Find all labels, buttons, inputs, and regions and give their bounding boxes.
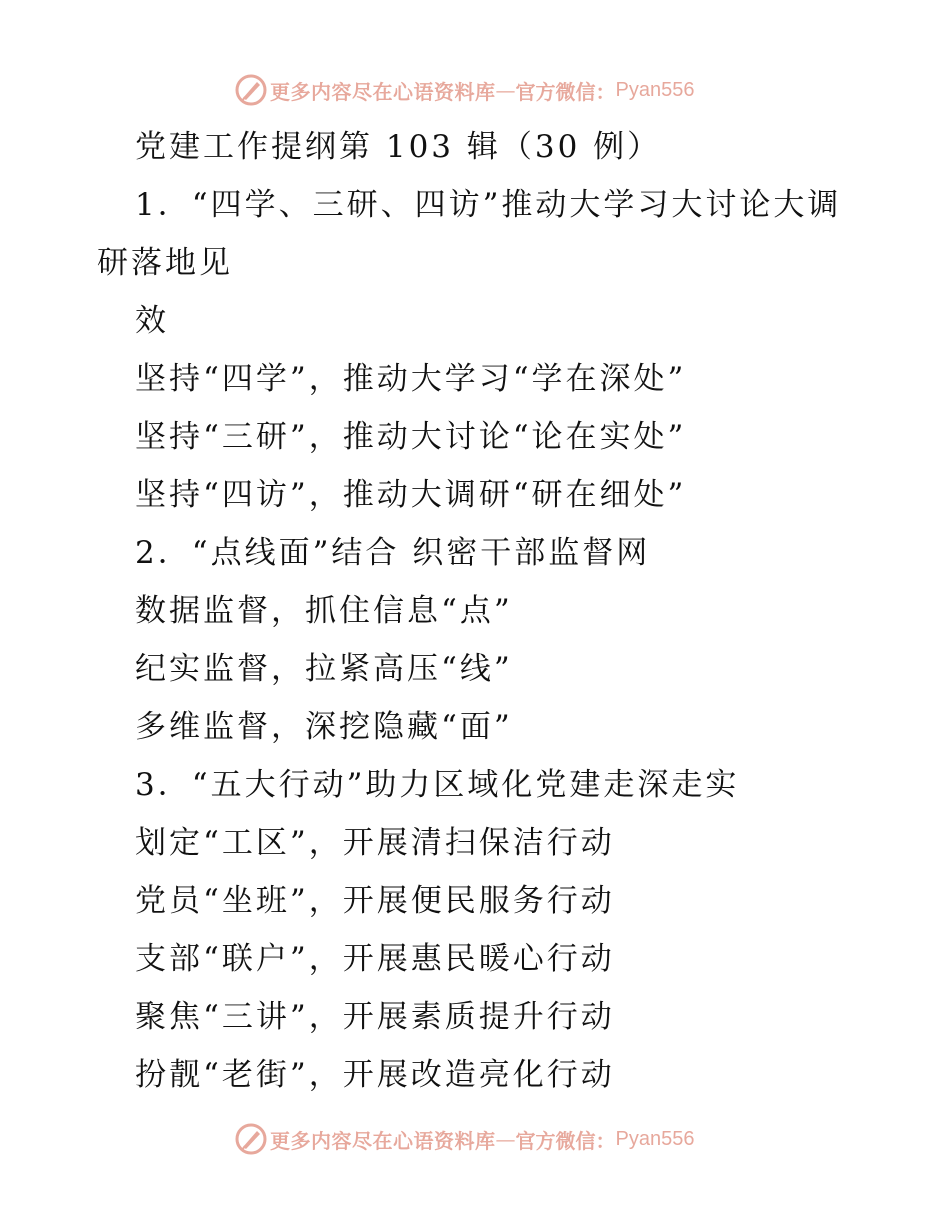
text-line: 扮靓“老街”，开展改造亮化行动 bbox=[135, 1057, 615, 1093]
watermark-separator: — bbox=[495, 1127, 516, 1151]
text-line: 数据监督，抓住信息“点” bbox=[135, 593, 513, 629]
text-line: 坚持“四访”，推动大调研“研在细处” bbox=[135, 477, 687, 513]
text-line: 多维监督，深挖隐藏“面” bbox=[135, 709, 513, 745]
quill-logo-icon bbox=[234, 73, 268, 107]
quill-logo-icon bbox=[234, 1122, 268, 1156]
footer-watermark bbox=[234, 1122, 694, 1156]
section-heading-3: 3．“五大行动”助力区域化党建走深走实 bbox=[135, 767, 740, 803]
section-heading-2: 2．“点线面”结合 织密干部监督网 bbox=[135, 535, 651, 571]
text-line: 坚持“三研”，推动大讨论“论在实处” bbox=[135, 419, 687, 455]
watermark-separator: — bbox=[495, 78, 516, 102]
watermark-contact-label: 官方微信： bbox=[515, 1128, 616, 1153]
text-line: 支部“联户”，开展惠民暖心行动 bbox=[135, 941, 615, 977]
watermark-text: 更多内容尽在心语资料库 bbox=[270, 79, 496, 104]
watermark-contact-label: 官方微信： bbox=[515, 79, 616, 104]
section-heading-1-continuation: 效 bbox=[135, 303, 169, 339]
section-heading-1: 1．“四学、三研、四访”推动大学习大讨论大调 bbox=[135, 187, 842, 223]
watermark-contact-id: Pyan556 bbox=[615, 78, 695, 101]
text-line: 纪实监督，拉紧高压“线” bbox=[135, 651, 513, 687]
text-line: 党员“坐班”，开展便民服务行动 bbox=[135, 883, 615, 919]
watermark-contact-id: Pyan556 bbox=[615, 1127, 695, 1150]
document-body bbox=[0, 118, 950, 1104]
text-line: 坚持“四学”，推动大学习“学在深处” bbox=[135, 361, 687, 397]
document-title: 党建工作提纲第 103 辑（30 例） bbox=[135, 129, 662, 165]
section-heading-1-continuation: 研落地见 bbox=[97, 245, 233, 281]
watermark-text: 更多内容尽在心语资料库 bbox=[270, 1128, 496, 1153]
text-line: 聚焦“三讲”，开展素质提升行动 bbox=[135, 999, 615, 1035]
header-watermark bbox=[234, 73, 694, 107]
text-line: 划定“工区”，开展清扫保洁行动 bbox=[135, 825, 615, 861]
